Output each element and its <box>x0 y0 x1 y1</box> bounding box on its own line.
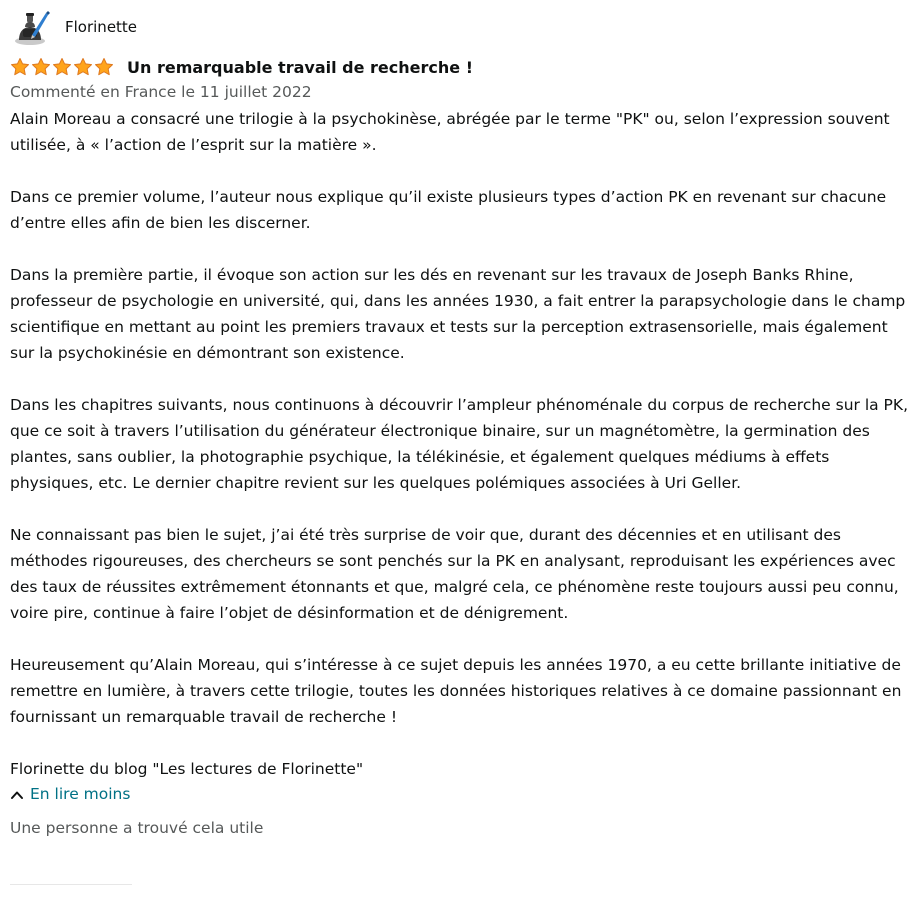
read-less-link[interactable] <box>10 782 912 806</box>
review-paragraph: Dans ce premier volume, l’auteur nous explique qu’il existe plusieurs types d’action PK en revenant sur chacune d’entre elles afin de bien les discerner. <box>10 188 887 232</box>
rating-row <box>10 56 912 78</box>
read-less-label[interactable]: En lire moins <box>30 785 131 803</box>
review-signature: Florinette du blog "Les lectures de Florinette" <box>10 760 364 778</box>
reviewer-profile[interactable] <box>10 6 912 48</box>
review-paragraph: Ne connaissant pas bien le sujet, j’ai été très surprise de voir que, durant des décennies et en utilisant des méthodes rigoureuses, des chercheurs se sont penchés sur la PK en analysant, reproduisant les expériences avec des taux de réussites extrêmement étonnants et que, malgré cela, ce phénomène reste toujours aussi peu connu, voire pire, continue à faire l’objet de désinformation et de dénigrement. <box>10 526 899 622</box>
star-icon <box>52 57 72 77</box>
reviewer-name[interactable]: Florinette <box>65 18 138 36</box>
review-paragraph: Alain Moreau a consacré une trilogie à la psychokinèse, abrégée par le terme "PK" ou, selon l’expression souvent utilisée, à « l’action de l’esprit sur la matière ». <box>10 110 890 154</box>
star-icon <box>31 57 51 77</box>
avatar-pen-icon[interactable] <box>10 7 50 47</box>
customer-review <box>10 6 912 837</box>
review-paragraph: Dans la première partie, il évoque son action sur les dés en revenant sur les travaux de Joseph Banks Rhine, professeur de psychologie en université, qui, dans les années 1930, a fait entrer la parapsychologie dans le champ scientifique en mettant au point les premiers travaux et tests sur la perception extrasensorielle, mais également sur la psychokinésie en démontrant son existence. <box>10 266 906 362</box>
star-icon <box>10 57 30 77</box>
review-paragraph: Heureusement qu’Alain Moreau, qui s’intéresse à ce sujet depuis les années 1970, a eu cette brillante initiative de remettre en lumière, à travers cette trilogie, toutes les données historiques relatives à ce domaine passionnant en fournissant un remarquable travail de recherche ! <box>10 656 902 726</box>
review-date: Commenté en France le 11 juillet 2022 <box>10 83 312 101</box>
review-paragraph: Dans les chapitres suivants, nous continuons à découvrir l’ampleur phénoménale du corpus de recherche sur la PK, que ce soit à travers l’utilisation du générateur électronique binaire, sur un magnétomètre, la germination des plantes, sans oublier, la photographie psychique, la télékinésie, et également quelques médiums à effets physiques, etc. Le dernier chapitre revient sur les quelques polémiques associées à Uri Geller. <box>10 396 908 492</box>
star-icon <box>94 57 114 77</box>
star-rating[interactable] <box>10 57 114 77</box>
chevron-up-icon[interactable] <box>10 787 24 801</box>
divider <box>10 884 132 885</box>
review-title[interactable]: Un remarquable travail de recherche ! <box>127 57 473 77</box>
review-body <box>10 106 912 782</box>
star-icon <box>73 57 93 77</box>
helpful-count: Une personne a trouvé cela utile <box>10 819 264 837</box>
